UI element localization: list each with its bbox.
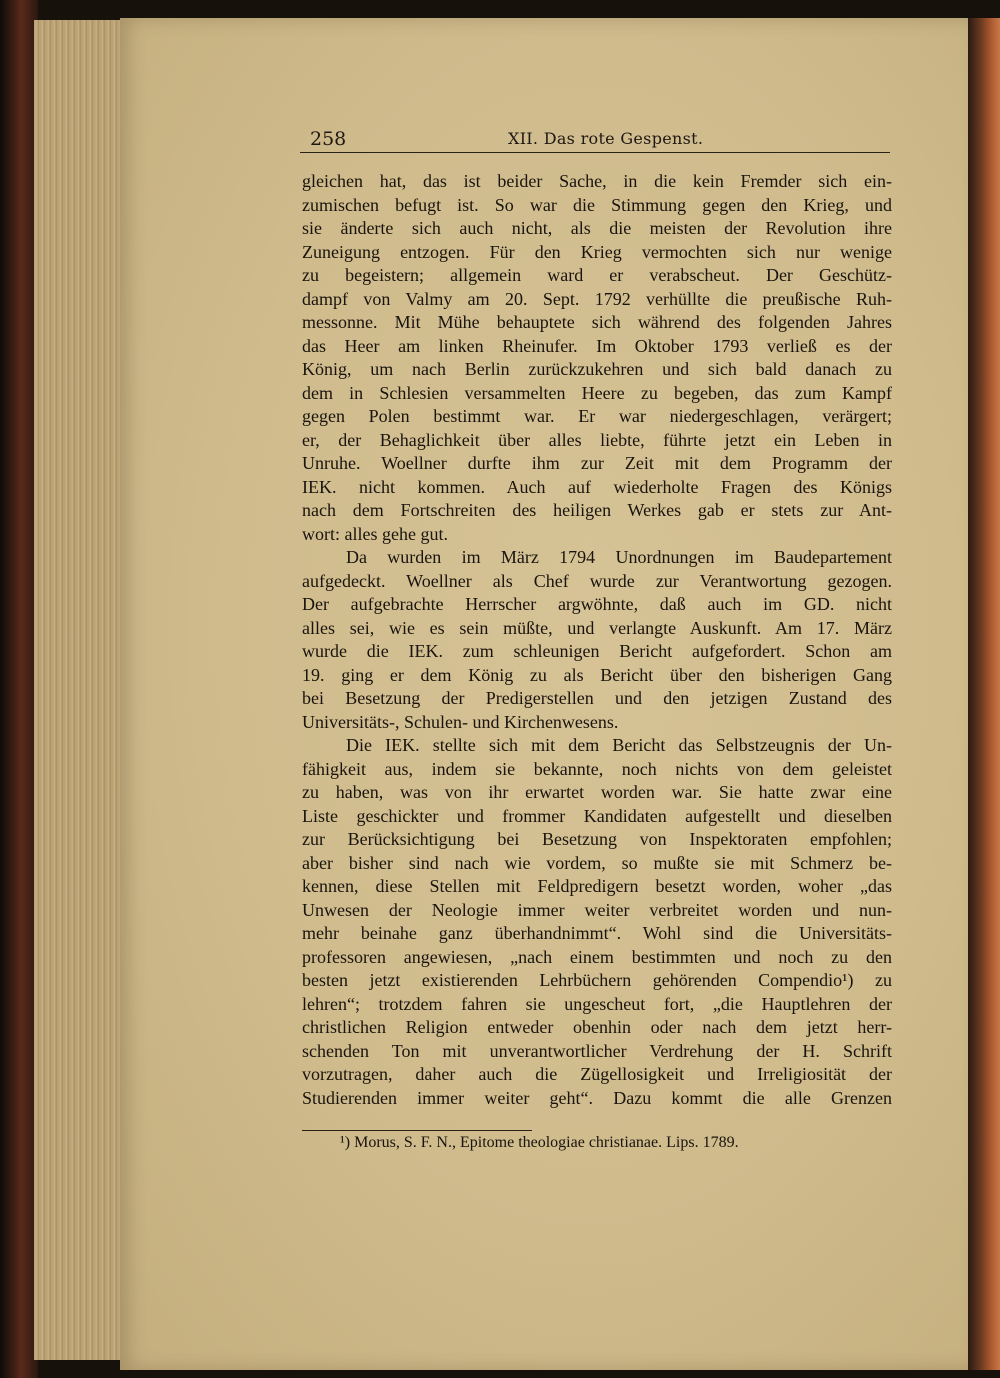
text-line: mehr beinahe ganz überhandnimmt“. Wohl sind die Universitäts-	[302, 923, 892, 943]
text-line: 19. ging er dem König zu als Bericht über den bisherigen Gang	[302, 664, 892, 685]
text-line: kennen, diese Stellen mit Feldpredigern besetzt worden, woher „das	[302, 876, 892, 896]
text-line: Der aufgebrachte Herrscher argwöhnte, daß auch im GD. nicht	[302, 594, 892, 614]
text-line: Liste geschickter und frommer Kandidaten aufgestellt und dieselben	[302, 805, 892, 826]
text-line: er, der Behaglichkeit über alles liebte, führte jetzt ein Leben in	[302, 429, 892, 450]
chapter-title: XII. Das rote Gespenst.	[508, 129, 704, 148]
text-line: Unruhe. Woellner durfte ihm zur Zeit mit dem Programm der	[302, 453, 892, 473]
text-line: aufgedeckt. Woellner als Chef wurde zur Verantwortung gezogen.	[302, 570, 892, 591]
footnote-rule	[302, 1130, 532, 1131]
text-line: Zuneigung entzogen. Für den Krieg vermochten sich nur wenige	[302, 241, 892, 262]
text-line: Da wurden im März 1794 Unordnungen im Baudepartement	[346, 547, 892, 567]
text-line: nach dem Fortschreiten des heiligen Werkes gab er stets zur Ant-	[302, 500, 892, 520]
text-line: vorzutragen, daher auch die Zügellosigkeit und Irreligiosität der	[302, 1064, 892, 1084]
text-line: alles sei, wie es sein müßte, und verlangte Auskunft. Am 17. März	[302, 617, 892, 638]
text-line: wort: alles gehe gut.	[302, 523, 448, 544]
text-line: das Heer am linken Rheinufer. Im Oktober 1793 verließ es der	[302, 335, 892, 356]
text-line: Unwesen der Neologie immer weiter verbreitet worden und nun-	[302, 899, 892, 920]
running-head	[300, 128, 890, 153]
text-line: bei Besetzung der Predigerstellen und den jetzigen Zustand des	[302, 688, 892, 708]
text-line: besten jetzt existierenden Lehrbüchern gehörenden Compendio¹) zu	[302, 970, 892, 990]
text-line: zur Berücksichtigung bei Besetzung von Inspektoraten empfohlen;	[302, 829, 892, 849]
text-line: IEK. nicht kommen. Auch auf wiederholte Fragen des Königs	[302, 476, 892, 497]
text-line: gleichen hat, das ist beider Sache, in die kein Fremder sich ein-	[302, 171, 892, 191]
text-line: professoren angewiesen, „nach einem bestimmten und noch zu den	[302, 946, 892, 967]
facing-page-edge	[968, 18, 1000, 1370]
text-line: Studierenden immer weiter geht“. Dazu kommt die alle Grenzen	[302, 1087, 892, 1108]
footnote: ¹) Morus, S. F. N., Epitome theologiae christianae. Lips. 1789.	[340, 1134, 739, 1151]
text-line: zu begeistern; allgemein ward er verabscheut. Der Geschütz-	[302, 265, 892, 285]
book-cover-edge	[0, 0, 38, 1378]
text-line: lehren“; trotzdem fahren sie ungescheut fort, „die Hauptlehren der	[302, 993, 892, 1014]
text-line: zumischen befugt ist. So war die Stimmung gegen den Krieg, und	[302, 194, 892, 215]
text-line: messonne. Mit Mühe behauptete sich während des folgenden Jahres	[302, 312, 892, 332]
text-line: König, um nach Berlin zurückzukehren und sich bald danach zu	[302, 359, 892, 379]
text-line: schenden Ton mit unverantwortlicher Verdrehung der H. Schrift	[302, 1040, 892, 1061]
text-line: dem in Schlesien versammelten Heere zu begeben, das zum Kampf	[302, 382, 892, 403]
text-line: zu haben, was von ihr erwartet worden war. Sie hatte zwar eine	[302, 782, 892, 802]
text-line: Die IEK. stellte sich mit dem Bericht das Selbstzeugnis der Un-	[346, 735, 892, 755]
text-line: dampf von Valmy am 20. Sept. 1792 verhüllte die preußische Ruh-	[302, 288, 892, 309]
text-line: wurde die IEK. zum schleunigen Bericht aufgefordert. Schon am	[302, 641, 892, 661]
page-number: 258	[310, 128, 347, 150]
text-line: fähigkeit aus, indem sie bekannte, noch nichts von dem geleistet	[302, 758, 892, 779]
text-line: gegen Polen bestimmt war. Er war niedergeschlagen, verärgert;	[302, 406, 892, 426]
text-line: Universitäts-, Schulen- und Kirchenwesens.	[302, 711, 619, 732]
text-line: sie änderte sich auch nicht, als die meisten der Revolution ihre	[302, 218, 892, 238]
text-line: aber bisher sind nach wie vordem, so mußte sie mit Schmerz be-	[302, 852, 892, 873]
body-text	[302, 170, 892, 1110]
text-line: christlichen Religion entweder obenhin oder nach dem jetzt herr-	[302, 1017, 892, 1037]
